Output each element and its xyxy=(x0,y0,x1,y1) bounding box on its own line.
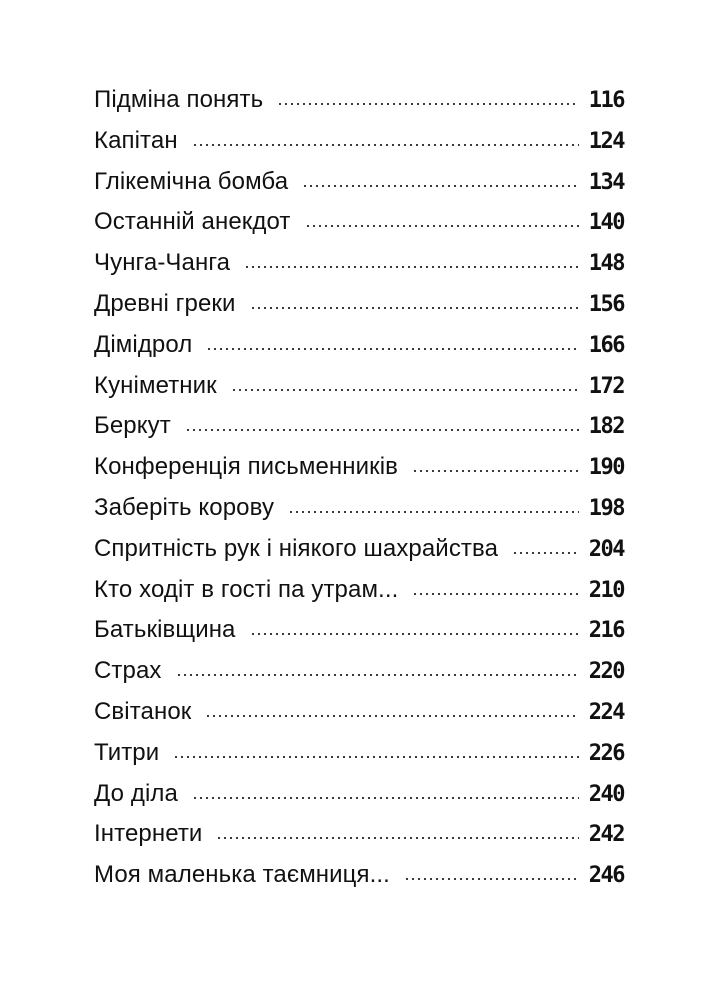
toc-entry-title: Куніметник xyxy=(94,371,217,399)
toc-leader-dots xyxy=(302,185,579,187)
toc-entry xyxy=(94,80,624,121)
toc-entry-page: 246 xyxy=(588,863,624,889)
toc-entry-title: Батьківщина xyxy=(94,616,236,644)
toc-entry xyxy=(94,366,624,407)
toc-entry-title: Титри xyxy=(94,738,160,766)
toc-leader-dots xyxy=(412,470,579,472)
toc-entry-page: 140 xyxy=(588,210,624,236)
toc-leader-dots xyxy=(404,878,579,880)
toc-leader-dots xyxy=(244,266,579,268)
toc-entry xyxy=(94,651,624,692)
toc-entry xyxy=(94,733,624,774)
toc-entry xyxy=(94,162,624,203)
toc-entry-title: Моя маленька таємниця... xyxy=(94,861,390,889)
toc-leader-dots xyxy=(216,837,578,839)
toc-leader-dots xyxy=(192,144,579,146)
toc-entry-page: 148 xyxy=(588,251,624,277)
toc-entry-page: 166 xyxy=(588,332,624,358)
toc-entry-page: 134 xyxy=(588,169,624,195)
toc-entry-page: 124 xyxy=(588,128,624,154)
toc-leader-dots xyxy=(277,103,579,105)
toc-entry-title: Заберіть корову xyxy=(94,493,275,521)
toc-entry-title: Кто ходіт в гості па утрам... xyxy=(94,575,399,603)
toc-leader-dots xyxy=(205,715,578,717)
toc-entry-page: 242 xyxy=(588,822,624,848)
toc-entry-title: Спритність рук і ніякого шахрайства xyxy=(94,534,499,562)
toc-leader-dots xyxy=(192,797,579,799)
toc-entry xyxy=(94,814,624,855)
toc-entry-title: Дімідрол xyxy=(94,330,193,358)
toc-entry xyxy=(94,774,624,815)
toc-entry-title: Страх xyxy=(94,657,162,685)
toc-entry xyxy=(94,692,624,733)
toc-entry-page: 156 xyxy=(588,291,624,317)
toc-entry-page: 190 xyxy=(588,455,624,481)
toc-entry-page: 240 xyxy=(588,781,624,807)
toc-entry-page: 210 xyxy=(588,577,624,603)
toc-entry xyxy=(94,488,624,529)
toc-entry-title: Світанок xyxy=(94,697,192,725)
toc-entry xyxy=(94,406,624,447)
toc-leader-dots xyxy=(176,674,579,676)
toc-entry-title: Глікемічна бомба xyxy=(94,167,289,195)
table-of-contents xyxy=(94,80,624,896)
toc-entry-title: Древні греки xyxy=(94,289,236,317)
toc-entry-title: Чунга-Чанга xyxy=(94,249,231,277)
toc-entry xyxy=(94,325,624,366)
toc-entry-page: 216 xyxy=(588,618,624,644)
toc-entry-title: Капітан xyxy=(94,126,178,154)
toc-entry-page: 220 xyxy=(588,659,624,685)
toc-entry-page: 204 xyxy=(588,536,624,562)
toc-entry xyxy=(94,610,624,651)
toc-entry xyxy=(94,121,624,162)
toc-entry-title: До діла xyxy=(94,779,178,807)
toc-entry-page: 172 xyxy=(588,373,624,399)
toc-entry xyxy=(94,284,624,325)
toc-entry-page: 198 xyxy=(588,495,624,521)
toc-entry-page: 224 xyxy=(588,699,624,725)
toc-leader-dots xyxy=(185,429,579,431)
toc-leader-dots xyxy=(412,593,578,595)
toc-entry-title: Конференція письменників xyxy=(94,453,399,481)
toc-entry xyxy=(94,447,624,488)
toc-entry xyxy=(94,202,624,243)
toc-entry-page: 116 xyxy=(588,88,624,113)
toc-leader-dots xyxy=(305,225,579,227)
toc-entry xyxy=(94,529,624,570)
toc-entry-title: Інтернети xyxy=(94,820,203,848)
toc-leader-dots xyxy=(512,552,579,554)
toc-leader-dots xyxy=(250,307,579,309)
toc-leader-dots xyxy=(173,756,578,758)
toc-entry-page: 226 xyxy=(588,740,624,766)
toc-entry xyxy=(94,570,624,611)
toc-entry-title: Беркут xyxy=(94,412,171,440)
toc-leader-dots xyxy=(288,511,579,513)
toc-leader-dots xyxy=(250,633,579,635)
toc-leader-dots xyxy=(206,348,578,350)
toc-entry xyxy=(94,855,624,896)
toc-entry-page: 182 xyxy=(588,414,624,440)
toc-entry-title: Підміна понять xyxy=(94,86,264,113)
toc-entry-title: Останній анекдот xyxy=(94,208,291,236)
toc-entry xyxy=(94,243,624,284)
toc-leader-dots xyxy=(231,389,579,391)
